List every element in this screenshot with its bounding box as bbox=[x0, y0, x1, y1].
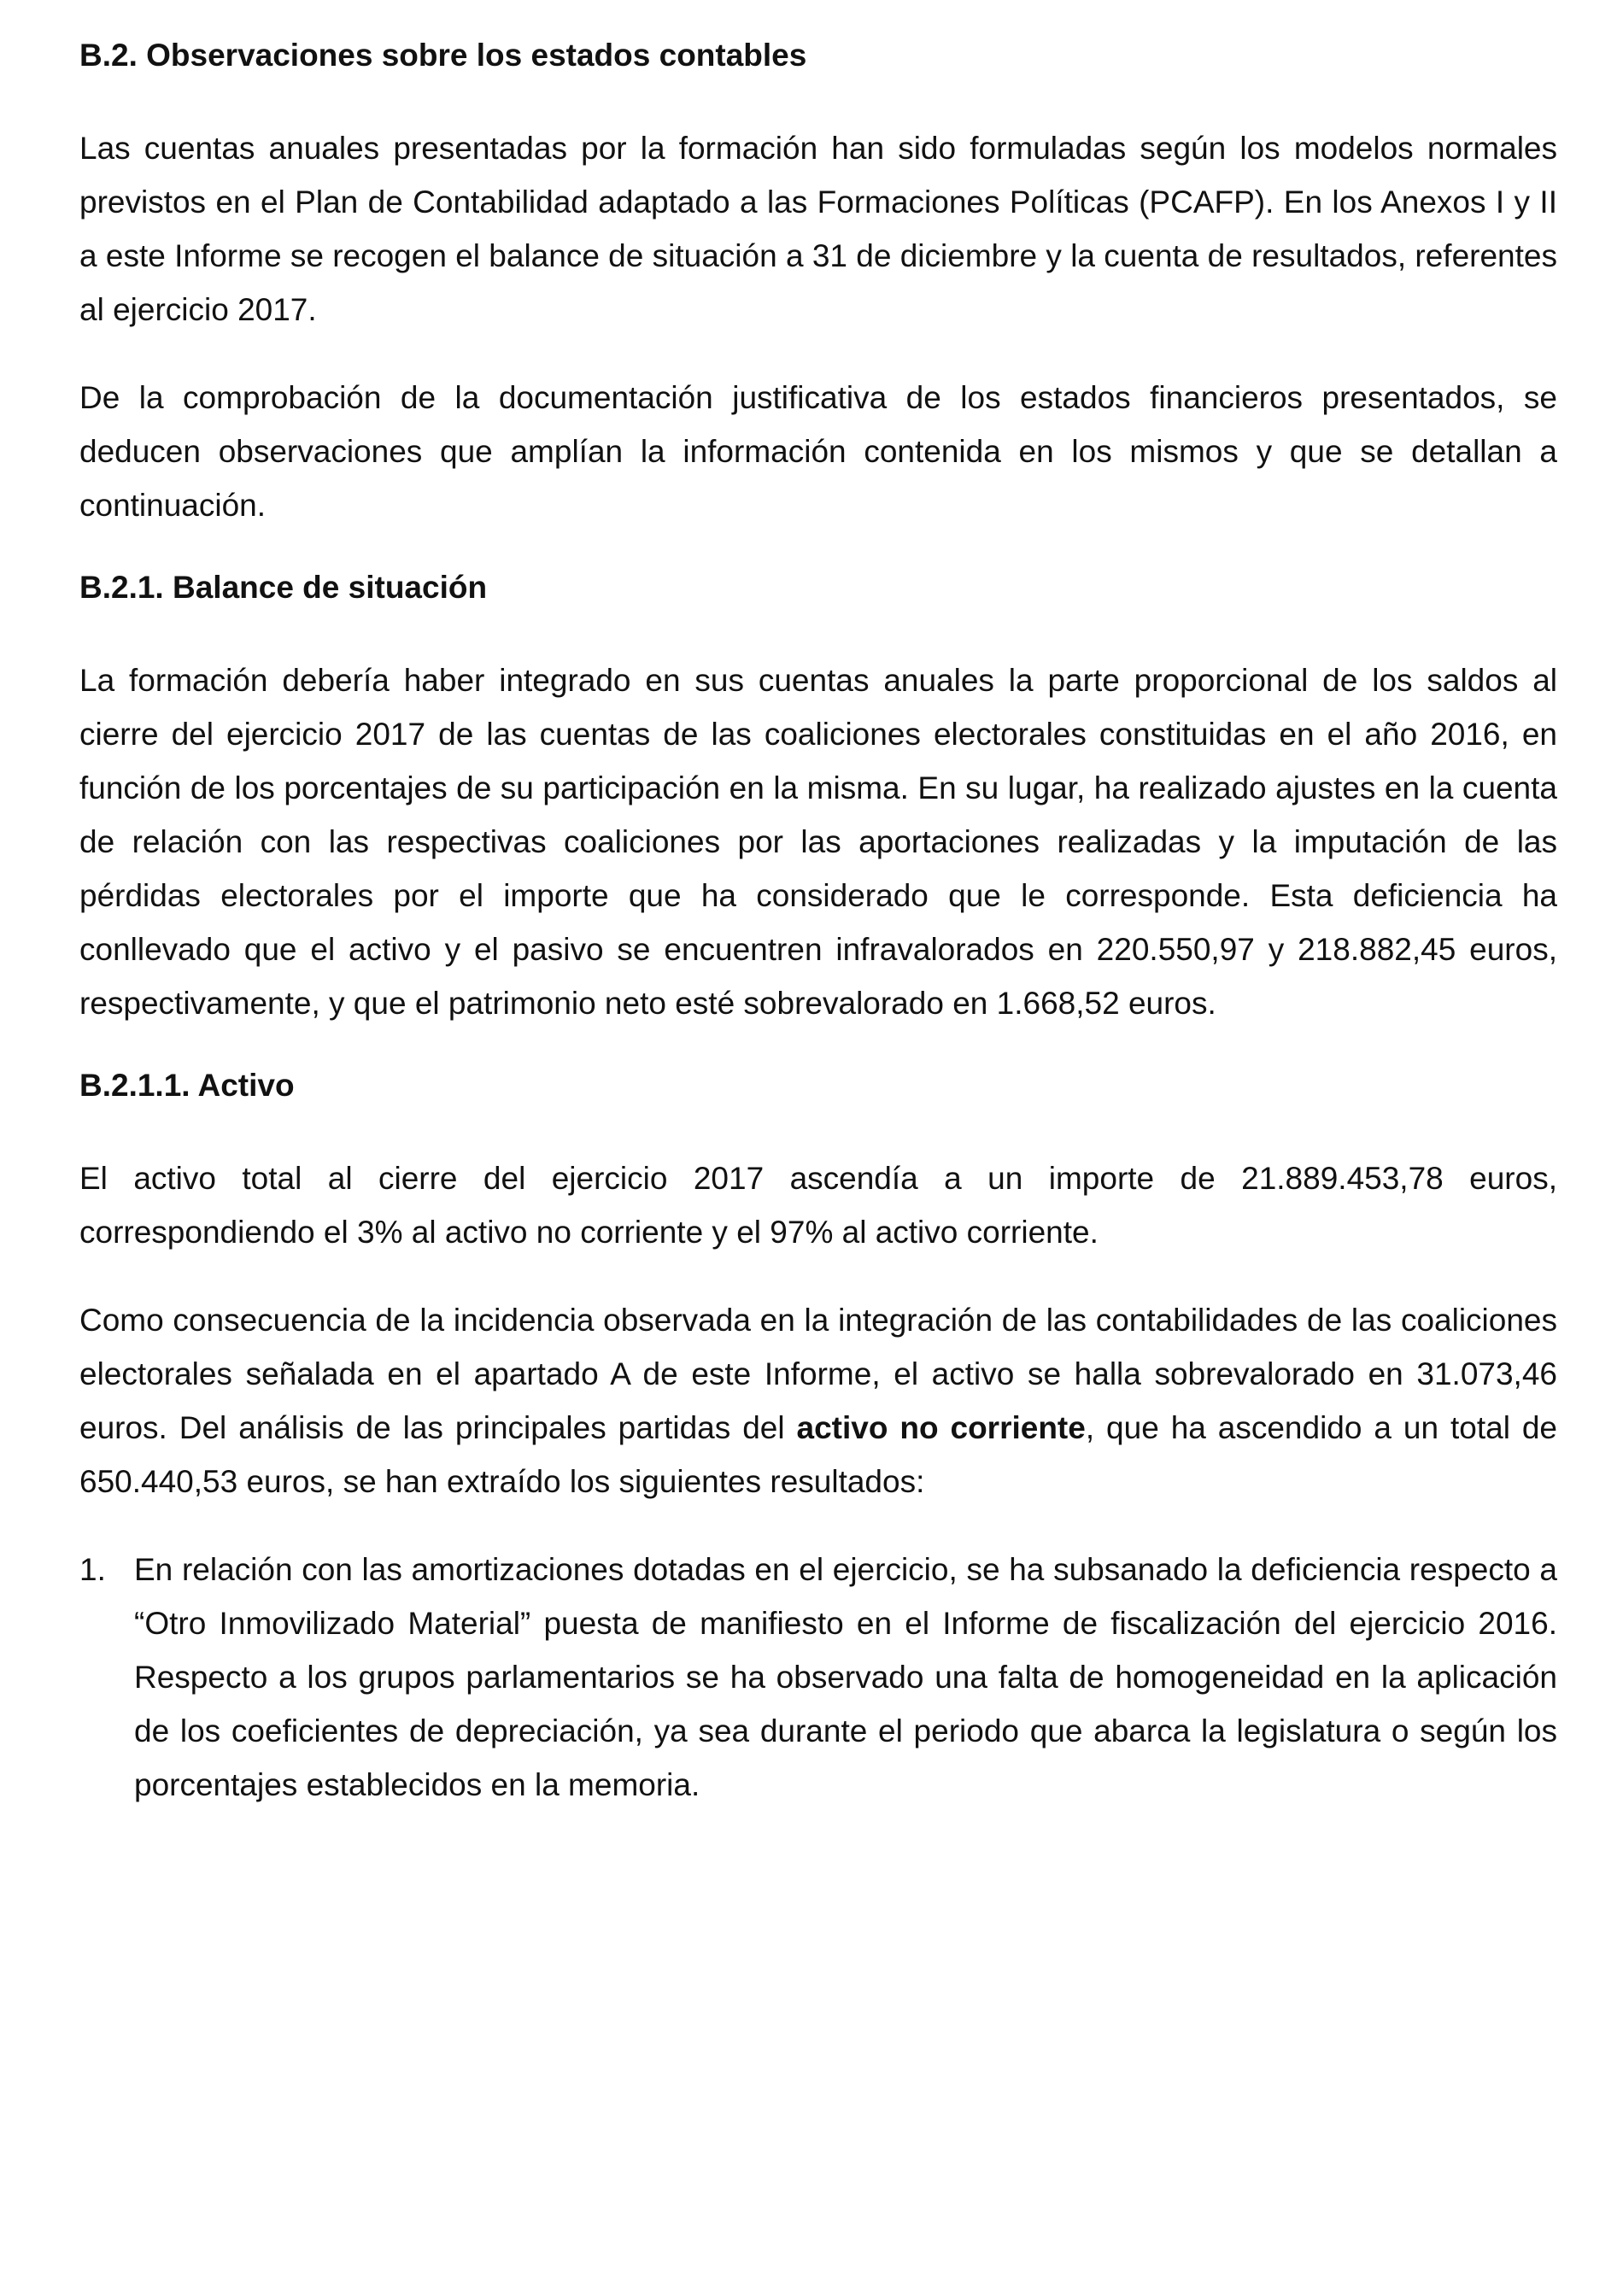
document-page bbox=[79, 34, 1557, 1812]
list-number: 1. bbox=[79, 1552, 106, 1587]
paragraph: El activo total al cierre del ejercicio 2017 ascendía a un importe de 21.889.453,78 euros, correspondiendo el 3% al activo no corriente y el 97% al activo corriente. bbox=[79, 1161, 1557, 1250]
paragraph-text: , que ha ascendido a un total de 650.440,53 euros, se han extraído los siguientes resultados: bbox=[79, 1410, 1557, 1499]
paragraph bbox=[79, 1293, 1557, 1508]
numbered-list bbox=[79, 1543, 1557, 1812]
paragraph: La formación debería haber integrado en sus cuentas anuales la parte proporcional de los saldos al cierre del ejercicio 2017 de las cuentas de las coaliciones electorales constituidas en el año 2016, en función de los porcentajes de su participación en la misma. En su lugar, ha realizado ajustes en la cuenta de relación con las respectivas coaliciones por las aportaciones realizadas y la imputación de las pérdidas electorales por el importe que ha considerado que le corresponde. Esta deficiencia ha conllevado que el activo y el pasivo se encuentren infravalorados en 220.550,97 y 218.882,45 euros, respectivamente, y que el patrimonio neto esté sobrevalorado en 1.668,52 euros. bbox=[79, 663, 1557, 1021]
paragraph: De la comprobación de la documentación justificativa de los estados financieros presentados, se deducen observaciones que amplían la información contenida en los mismos y que se detallan a continuación. bbox=[79, 380, 1557, 523]
paragraph: Las cuentas anuales presentadas por la formación han sido formuladas según los modelos normales previstos en el Plan de Contabilidad adaptado a las Formaciones Políticas (PCAFP). En los Anexos I y II a este Informe se recogen el balance de situación a 31 de diciembre y la cuenta de resultados, referentes al ejercicio 2017. bbox=[79, 131, 1557, 327]
section-heading-b2: B.2. Observaciones sobre los estados contables bbox=[79, 38, 807, 73]
list-item bbox=[79, 1543, 1557, 1812]
list-item-text: En relación con las amortizaciones dotadas en el ejercicio, se ha subsanado la deficiencia respecto a “Otro Inmovilizado Material” puesta de manifiesto en el Informe de fiscalización del ejercicio 2016. Respecto a los grupos parlamentarios se ha observado una falta de homogeneidad en la aplicación de los coeficientes de depreciación, ya sea durante el periodo que abarca la legislatura o según los porcentajes establecidos en la memoria. bbox=[134, 1552, 1557, 1802]
paragraph-text: Como consecuencia de la incidencia observada en la integración de las contabilidades de las coaliciones electorales señalada en el apartado A de este Informe, el activo se halla sobrevalorado en 31.073,46 euros. Del análisis de las principales partidas del bbox=[79, 1303, 1557, 1445]
bold-term: activo no corriente bbox=[796, 1410, 1086, 1445]
section-heading-b211: B.2.1.1. Activo bbox=[79, 1068, 295, 1103]
section-heading-b21: B.2.1. Balance de situación bbox=[79, 570, 488, 605]
